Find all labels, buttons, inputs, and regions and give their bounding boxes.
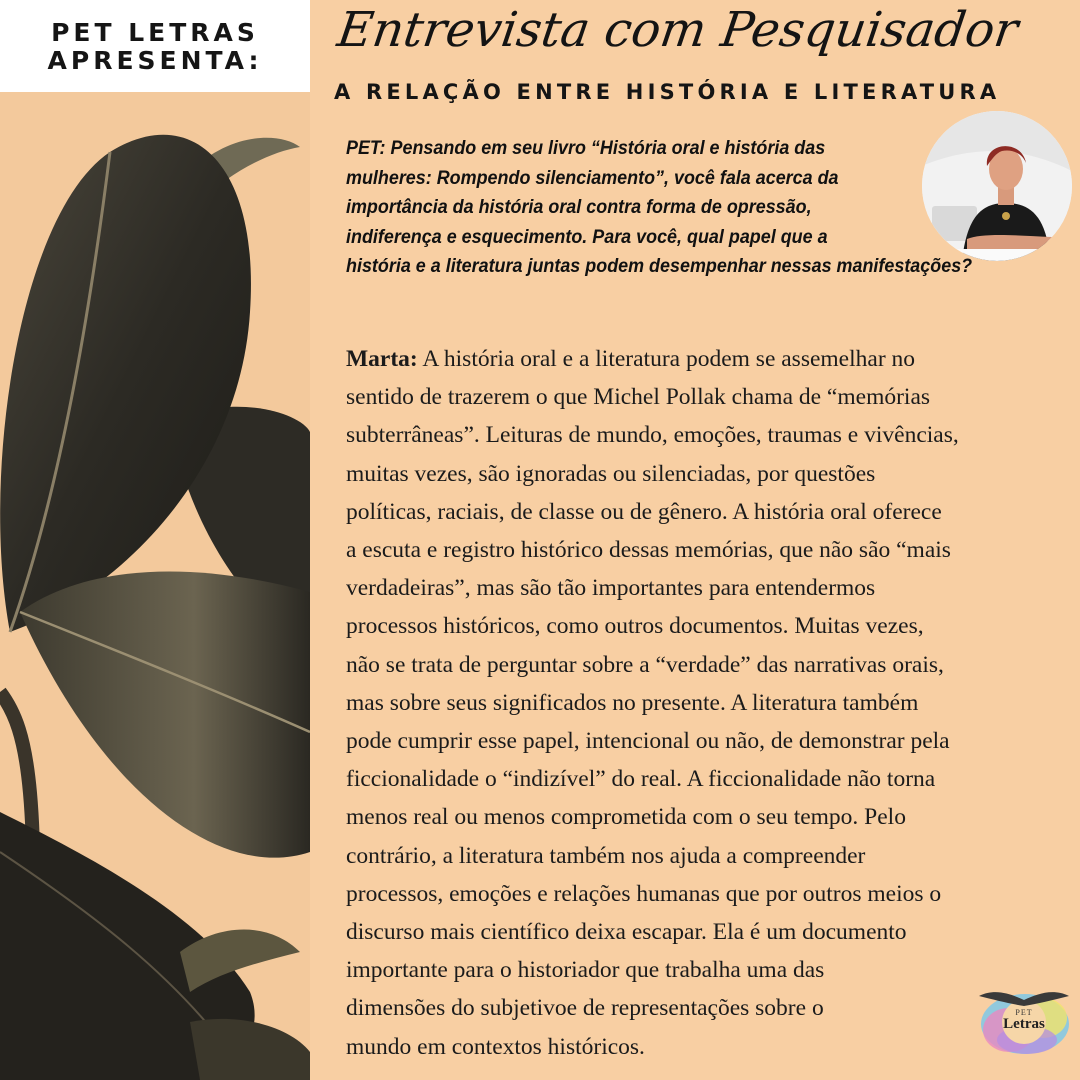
- interview-answer: [346, 340, 1076, 1066]
- answer-line: pode cumprir esse papel, intencional ou não, de demonstrar pela: [346, 728, 950, 755]
- answer-first-line-text: A história oral e a literatura podem se assemelhar no: [417, 346, 916, 372]
- answer-line: menos real ou menos comprometida com o seu tempo. Pelo: [346, 804, 906, 831]
- page-subtitle: A RELAÇÃO ENTRE HISTÓRIA E LITERATURA: [334, 80, 1001, 104]
- answer-line: muitas vezes, são ignoradas ou silenciadas, por questões: [346, 460, 876, 487]
- answer-speaker: Marta:: [346, 346, 418, 372]
- answer-line: políticas, raciais, de classe ou de gênero. A história oral oferece: [346, 498, 942, 525]
- question-line: importância da história oral contra forma de opressão,: [346, 196, 812, 218]
- answer-line: mas sobre seus significados no presente. A literatura também: [346, 689, 919, 716]
- researcher-avatar-icon: [922, 111, 1072, 261]
- answer-line: verdadeiras”, mas são tão importantes para entendermos: [346, 575, 876, 602]
- header-line-2: APRESENTA:: [47, 46, 263, 75]
- question-line: indiferença e esquecimento. Para você, qual papel que a: [346, 225, 828, 248]
- answer-line: dimensões do subjetivoe de representações sobre o: [346, 995, 824, 1022]
- answer-line: [346, 340, 1076, 378]
- question-line: história e a literatura juntas podem desempenhar nessas manifestações?: [346, 255, 973, 277]
- question-line: PET: Pensando em seu livro “História oral e história das: [346, 137, 826, 159]
- answer-line: subterrâneas”. Leituras de mundo, emoções, traumas e vivências,: [346, 422, 959, 449]
- answer-line: discurso mais científico deixa escapar. Ela é um documento: [346, 919, 907, 946]
- rubber-plant-leaves-icon: [0, 92, 310, 1080]
- header-line-1: PET LETRAS: [51, 18, 259, 47]
- leaf-image: [0, 92, 310, 1080]
- researcher-photo: [922, 111, 1072, 261]
- answer-line: a escuta e registro histórico dessas memórias, que não são “mais: [346, 537, 951, 564]
- pet-letras-logo: [975, 978, 1073, 1058]
- answer-line: importante para o historiador que trabalha uma das: [346, 957, 825, 984]
- logo-small-text: PET: [1015, 1008, 1033, 1017]
- answer-line: mundo em contextos históricos.: [346, 1033, 645, 1060]
- answer-line: não se trata de perguntar sobre a “verdade” das narrativas orais,: [346, 651, 944, 678]
- logo-big-text: Letras: [1003, 1016, 1045, 1032]
- header-box: [0, 0, 310, 92]
- question-line: mulheres: Rompendo silenciamento”, você fala acerca da: [346, 166, 839, 189]
- answer-line: contrário, a literatura também nos ajuda a compreender: [346, 842, 866, 869]
- page-title: Entrevista com Pesquisador: [334, 2, 1022, 58]
- answer-line: ficcionalidade o “indizível” do real. A ficcionalidade não torna: [346, 766, 936, 793]
- answer-line: processos históricos, como outros documentos. Muitas vezes,: [346, 613, 924, 640]
- answer-line: processos, emoções e relações humanas que por outros meios o: [346, 880, 942, 907]
- answer-line: sentido de trazerem o que Michel Pollak chama de “memórias: [346, 384, 931, 411]
